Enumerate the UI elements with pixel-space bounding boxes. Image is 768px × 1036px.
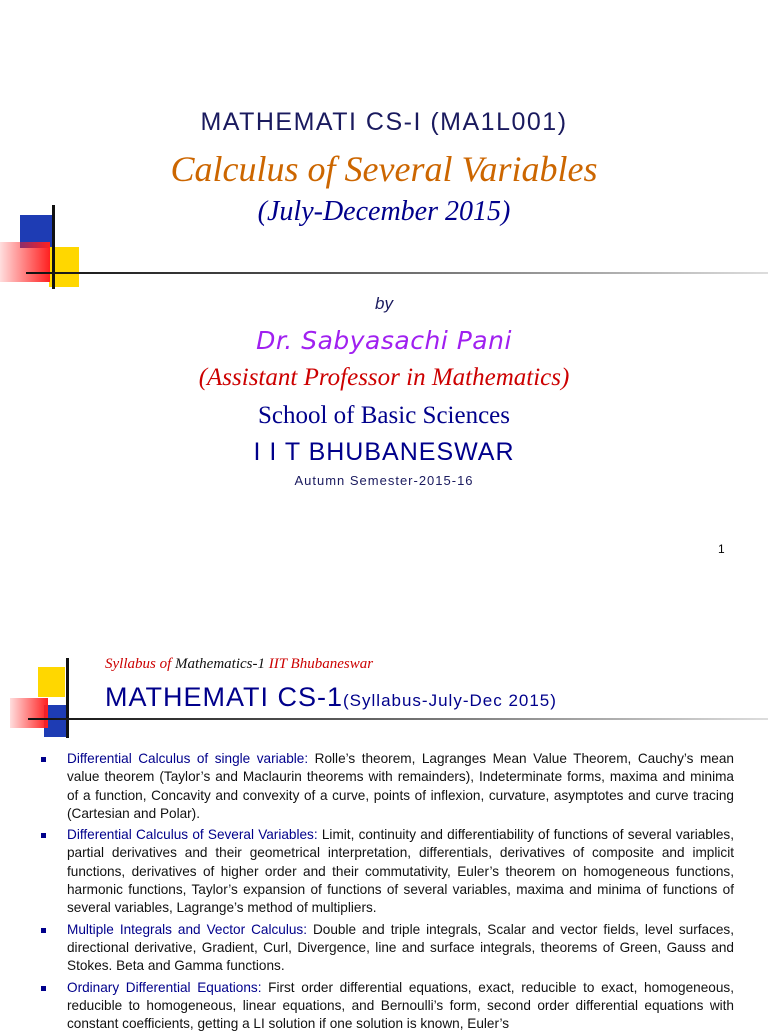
bullet-icon	[41, 757, 46, 762]
topic-title: Differential Calculus of single variable:	[67, 751, 309, 766]
slide-heading	[105, 682, 557, 713]
caption-institute: IIT Bhubaneswar	[268, 656, 374, 672]
vertical-line	[66, 658, 69, 738]
corner-decoration-2	[10, 658, 70, 740]
caption-course: Mathematics-1	[175, 656, 269, 672]
caption-prefix: Syllabus of	[105, 656, 175, 672]
divider-line	[28, 718, 768, 720]
topic-title: Differential Calculus of Several Variables:	[67, 827, 318, 843]
yellow-square	[38, 667, 65, 697]
course-dates: (July-December 2015)	[257, 196, 511, 227]
bullet-icon	[41, 986, 46, 991]
author-role: (Assistant Professor in Mathematics)	[198, 364, 570, 391]
topic-title: Ordinary Differential Equations:	[67, 979, 262, 995]
topic-text: Limit, continuity and differentiability of functions of several variables, partial derivatives and their geometrical interpretation, differentials, derivatives of composite and implicit functions, derivatives of higher order and their commutativity, Euler’s theorem on homogeneous functions, harmonic functions, Taylor’s expansion of functions of several variables, maxima and minima of functions of several variables, Lagrange’s method of multipliers.	[67, 827, 734, 916]
school-name: School of Basic Sciences	[257, 402, 511, 429]
topic-text: First order differential equations, exact, reducible to exact, homogeneous, reducible to homogeneous, linear equations, and Bernoulli’s form, second order differential equations with constant coefficients, getting a LI solution if one solution is known, Euler’s	[67, 979, 734, 1032]
list-item	[40, 921, 734, 976]
heading-sub: (Syllabus-July-Dec 2015)	[343, 691, 557, 710]
list-item	[40, 979, 734, 1034]
page-number: 1	[718, 542, 725, 556]
red-square	[10, 698, 48, 728]
divider-line	[26, 272, 768, 274]
slide-title: Calculus of Several Variables	[170, 149, 598, 189]
bullet-icon	[41, 833, 46, 838]
semester-label: Autumn Semester-2015-16	[294, 473, 474, 488]
author-name: Dr. Sabyasachi Pani	[256, 326, 512, 355]
topic-text: Double and triple integrals, Scalar and vector fields, level surfaces, directional derivative, Gradient, Curl, Divergence, line and surface integrals, theorems of Green, Gauss and Stokes. Beta and Gamma functions.	[67, 921, 735, 974]
slide-caption	[105, 656, 373, 673]
by-label: by	[375, 294, 393, 313]
institute-name: I I T BHUBANESWAR	[253, 438, 515, 466]
list-item	[40, 826, 734, 917]
bullet-icon	[41, 928, 46, 933]
syllabus-list	[40, 750, 734, 1036]
heading-main: MATHEMATI CS-1	[105, 682, 344, 712]
topic-title: Multiple Integrals and Vector Calculus:	[67, 921, 308, 937]
list-item	[40, 750, 734, 823]
course-code: MATHEMATI CS-I (MA1L001)	[200, 108, 568, 136]
topic-text: Rolle’s theorem, Lagranges Mean Value Theorem, Cauchy’s mean value theorem (Taylor’s and Maclaurin theorems with remainders), Indeterminate forms, maxima and minima of a function, Concavity and convexity of a curve, points of inflexion, curvature, asymptotes and curve tracing (Cartesian and Polar).	[67, 751, 734, 821]
red-square	[0, 242, 50, 282]
